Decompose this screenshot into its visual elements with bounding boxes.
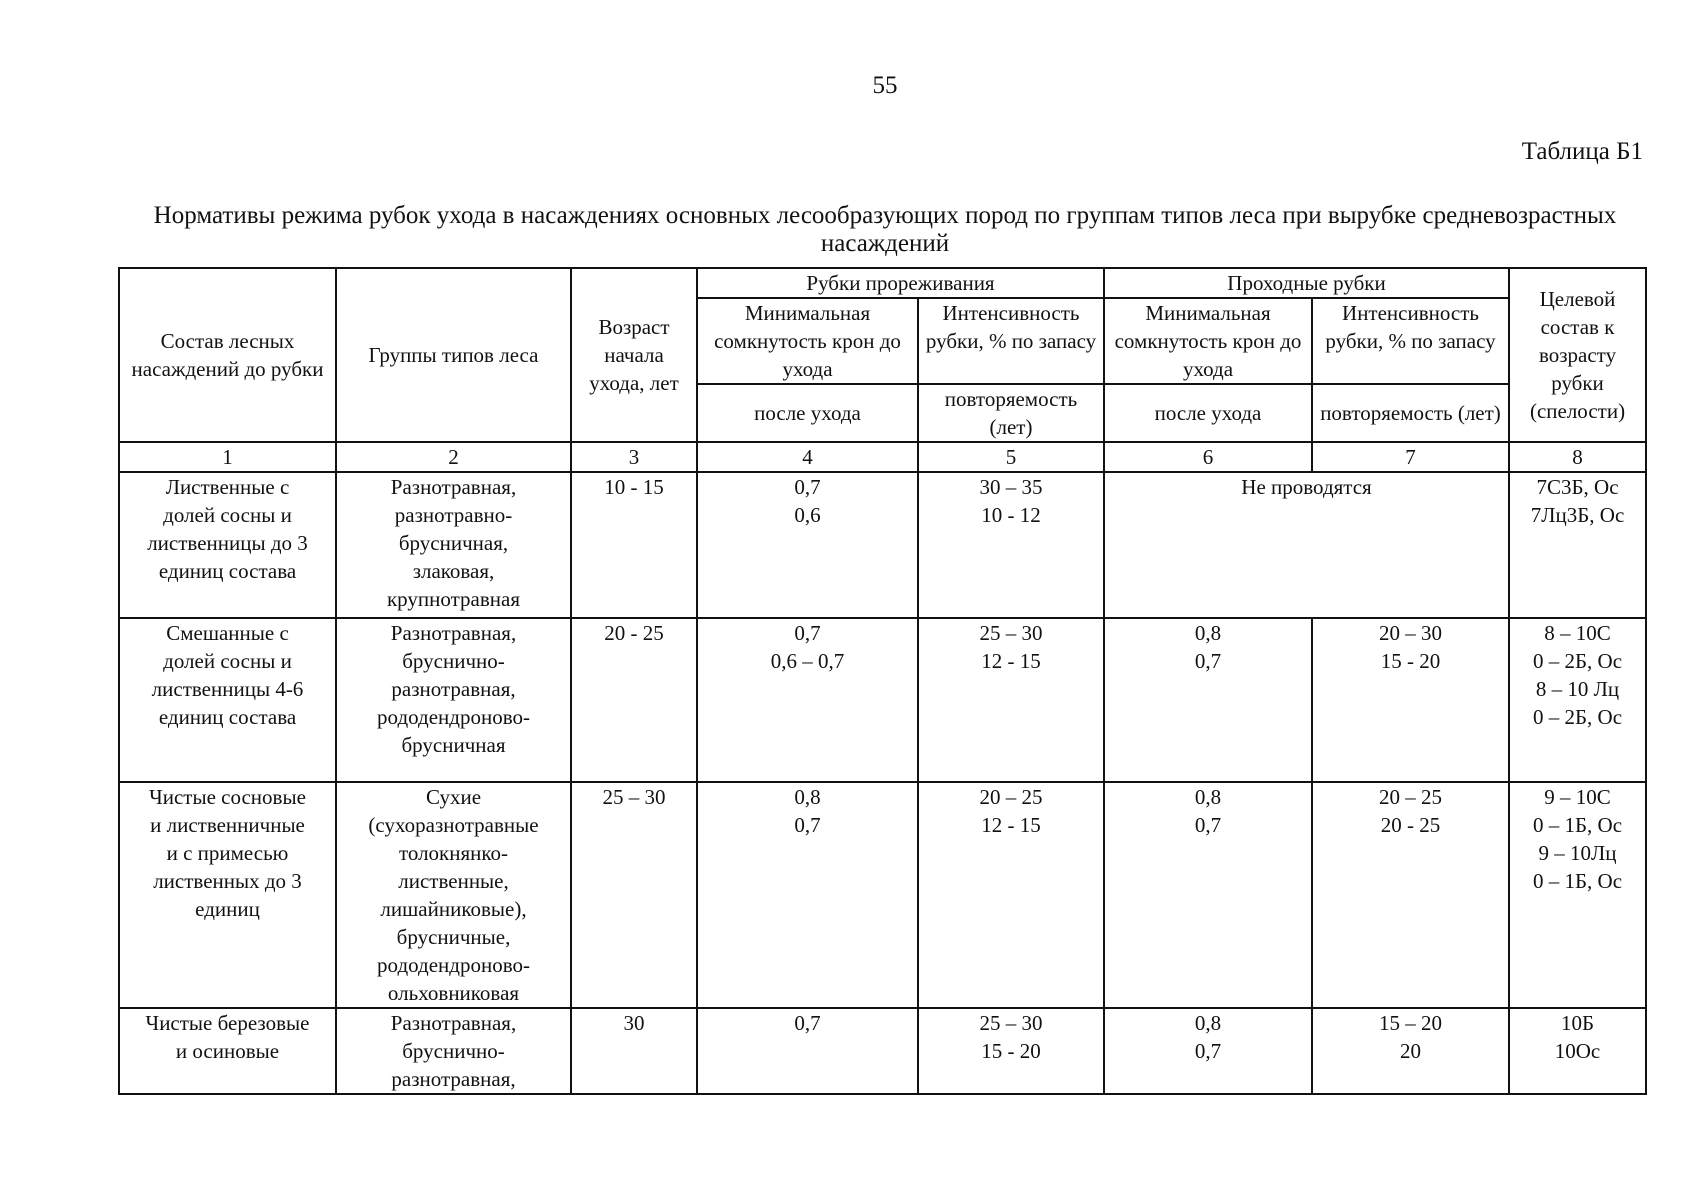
cell-line: 0,7 <box>794 621 821 645</box>
cell-line: 7С3Б, Ос <box>1536 475 1619 499</box>
cell-line: 10 - 12 <box>981 503 1041 527</box>
cell-line: Смешанные с <box>166 621 289 645</box>
cell-line: 0,7 <box>1194 1039 1222 1063</box>
header-thin-after-care: после ухода <box>697 384 918 442</box>
cell-pass-intensity <box>1312 618 1509 782</box>
cell-line: брусничные, <box>396 925 511 949</box>
cell-pass-intensity <box>1312 782 1509 1008</box>
cell-line: разнотравно- <box>394 503 513 527</box>
cell-line: 20 – 30 <box>1379 621 1442 645</box>
cell-line: лишайниковые), <box>380 897 527 921</box>
cell-start-age <box>571 1008 697 1094</box>
cell-thin-closure <box>697 782 918 1008</box>
column-number: 4 <box>697 442 918 472</box>
cell-line: 20 – 25 <box>1379 785 1442 809</box>
cell-pass-closure <box>1104 782 1312 1008</box>
header-thinning-group: Рубки прореживания <box>697 268 1104 298</box>
cell-line: 0,6 – 0,7 <box>770 649 845 673</box>
cell-line: бруснично- <box>402 649 505 673</box>
cell-composition <box>119 618 336 782</box>
cell-line: 0,7 <box>794 475 821 499</box>
cell-line: и с примесью <box>166 841 289 865</box>
header-pass-after-care: после ухода <box>1104 384 1312 442</box>
cell-line: единиц состава <box>158 559 297 583</box>
cell-thin-closure <box>697 1008 918 1094</box>
cell-line: (сухоразнотравные <box>368 813 539 837</box>
cell-line: 0,7 <box>794 813 821 837</box>
column-number: 3 <box>571 442 697 472</box>
cell-line: 0 – 1Б, Ос <box>1532 813 1623 837</box>
cell-line: 0,8 <box>794 785 821 809</box>
cell-line: Разнотравная, <box>390 1011 517 1035</box>
cell-forest-groups <box>336 782 571 1008</box>
cell-pass-closure <box>1104 618 1312 782</box>
cell-line: 20 - 25 <box>604 621 664 645</box>
cell-thin-intensity <box>918 618 1104 782</box>
cell-target <box>1509 472 1646 618</box>
table-row <box>119 472 1646 618</box>
column-number: 6 <box>1104 442 1312 472</box>
cell-line: 0,8 <box>1194 621 1222 645</box>
cell-composition <box>119 782 336 1008</box>
cell-line: 10Ос <box>1554 1039 1601 1063</box>
cell-line: 0,7 <box>794 1011 821 1035</box>
cell-line: 20 - 25 <box>1380 813 1441 837</box>
header-composition: Состав лесных насаждений до рубки <box>119 268 336 442</box>
cell-line: Чистые березовые <box>145 1011 310 1035</box>
cell-line: 0 – 1Б, Ос <box>1532 869 1623 893</box>
cell-line: 9 – 10С <box>1544 785 1611 809</box>
header-thin-min-closure: Минимальная сомкнутость крон до ухода <box>697 298 918 384</box>
cell-forest-groups <box>336 1008 571 1094</box>
cell-line: 30 – 35 <box>979 475 1043 499</box>
column-number-row <box>119 442 1646 472</box>
cell-line: 12 - 15 <box>981 813 1041 837</box>
cell-line: 8 – 10С <box>1544 621 1611 645</box>
cell-line: рододендроново- <box>377 705 530 729</box>
cell-target <box>1509 618 1646 782</box>
norms-table <box>118 267 1647 1095</box>
table-row <box>119 782 1646 1008</box>
cell-line: 0,7 <box>1194 813 1222 837</box>
column-number: 5 <box>918 442 1104 472</box>
cell-line: крупнотравная <box>386 587 520 611</box>
cell-start-age <box>571 782 697 1008</box>
cell-line: Чистые сосновые <box>149 785 306 809</box>
cell-line: Разнотравная, <box>390 621 517 645</box>
cell-line: единиц состава <box>158 705 297 729</box>
cell-target <box>1509 782 1646 1008</box>
column-number: 7 <box>1312 442 1509 472</box>
cell-line: долей сосны и <box>163 649 292 673</box>
cell-line: толокнянко- <box>398 841 509 865</box>
cell-line: Разнотравная, <box>390 475 517 499</box>
cell-line: 20 <box>1400 1039 1421 1063</box>
cell-line: 10Б <box>1560 1011 1595 1035</box>
cell-composition <box>119 1008 336 1094</box>
cell-line: и осиновые <box>175 1039 280 1063</box>
cell-line: единиц <box>195 897 260 921</box>
column-number: 1 <box>119 442 336 472</box>
cell-passage-note: Не проводятся <box>1104 472 1509 618</box>
cell-line: 0,7 <box>1194 649 1222 673</box>
cell-line: бруснично- <box>402 1039 505 1063</box>
cell-line: 7Лц3Б, Ос <box>1530 503 1625 527</box>
cell-line: долей сосны и <box>163 503 292 527</box>
cell-line: 20 – 25 <box>979 785 1043 809</box>
cell-forest-groups <box>336 472 571 618</box>
cell-thin-closure <box>697 472 918 618</box>
header-pass-recurrence: повторяемость (лет) <box>1312 384 1509 442</box>
header-start-age: Возраст начала ухода, лет <box>571 268 697 442</box>
cell-line: 0,8 <box>1194 1011 1222 1035</box>
header-thin-intensity: Интенсивность рубки, % по запасу <box>918 298 1104 384</box>
cell-line: лиственницы до 3 <box>147 531 308 555</box>
cell-line: лиственных до 3 <box>153 869 302 893</box>
column-number: 8 <box>1509 442 1646 472</box>
cell-line: и лиственничные <box>150 813 305 837</box>
cell-line: 9 – 10Лц <box>1538 841 1617 865</box>
cell-line: 25 – 30 <box>979 1011 1043 1035</box>
cell-line: разнотравная, <box>391 1067 516 1091</box>
table-row <box>119 618 1646 782</box>
header-pass-intensity: Интенсивность рубки, % по запасу <box>1312 298 1509 384</box>
cell-line: 15 - 20 <box>1380 649 1441 673</box>
cell-line: 0,6 <box>794 503 821 527</box>
cell-thin-intensity <box>918 472 1104 618</box>
cell-line: 25 – 30 <box>979 621 1043 645</box>
cell-pass-closure <box>1104 1008 1312 1094</box>
cell-line: брусничная, <box>398 531 509 555</box>
cell-line: Сухие <box>425 785 482 809</box>
header-passage-group: Проходные рубки <box>1104 268 1509 298</box>
cell-line: 8 – 10 Лц <box>1535 677 1620 701</box>
cell-line: 0 – 2Б, Ос <box>1532 705 1623 729</box>
cell-line: 15 - 20 <box>981 1039 1041 1063</box>
header-row-1 <box>119 268 1646 298</box>
header-forest-groups: Группы типов леса <box>336 268 571 442</box>
cell-thin-closure <box>697 618 918 782</box>
cell-composition <box>119 472 336 618</box>
header-thin-recurrence: повторяемость (лет) <box>918 384 1104 442</box>
cell-line: 12 - 15 <box>981 649 1041 673</box>
cell-start-age <box>571 618 697 782</box>
cell-line: лиственницы 4-6 <box>151 677 304 701</box>
cell-line: разнотравная, <box>391 677 516 701</box>
table-label: Таблица Б1 <box>1521 138 1643 165</box>
cell-thin-intensity <box>918 782 1104 1008</box>
cell-thin-intensity <box>918 1008 1104 1094</box>
table-title: Нормативы режима рубок ухода в насаждениях основных лесообразующих пород по группам типов леса при вырубке средневозрастных насаждений <box>153 202 1617 257</box>
cell-line: злаковая, <box>412 559 495 583</box>
header-target-composition: Целевой состав к возрасту рубки (спелости) <box>1509 268 1646 442</box>
cell-line: 0,8 <box>1194 785 1222 809</box>
cell-pass-intensity <box>1312 1008 1509 1094</box>
header-pass-min-closure: Минимальная сомкнутость крон до ухода <box>1104 298 1312 384</box>
cell-line: 15 – 20 <box>1379 1011 1442 1035</box>
cell-line: рододендроново- <box>377 953 530 977</box>
cell-line: 0 – 2Б, Ос <box>1532 649 1623 673</box>
cell-line: 25 – 30 <box>602 785 666 809</box>
cell-line: ольховниковая <box>387 981 520 1005</box>
cell-target <box>1509 1008 1646 1094</box>
cell-line: 30 <box>623 1011 645 1035</box>
cell-line: 10 - 15 <box>604 475 664 499</box>
column-number: 2 <box>336 442 571 472</box>
cell-forest-groups <box>336 618 571 782</box>
cell-line: лиственные, <box>398 869 509 893</box>
page-number: 55 <box>872 72 898 99</box>
cell-line: Лиственные с <box>165 475 290 499</box>
table-row <box>119 1008 1646 1094</box>
cell-line: брусничная <box>401 733 506 757</box>
cell-start-age <box>571 472 697 618</box>
